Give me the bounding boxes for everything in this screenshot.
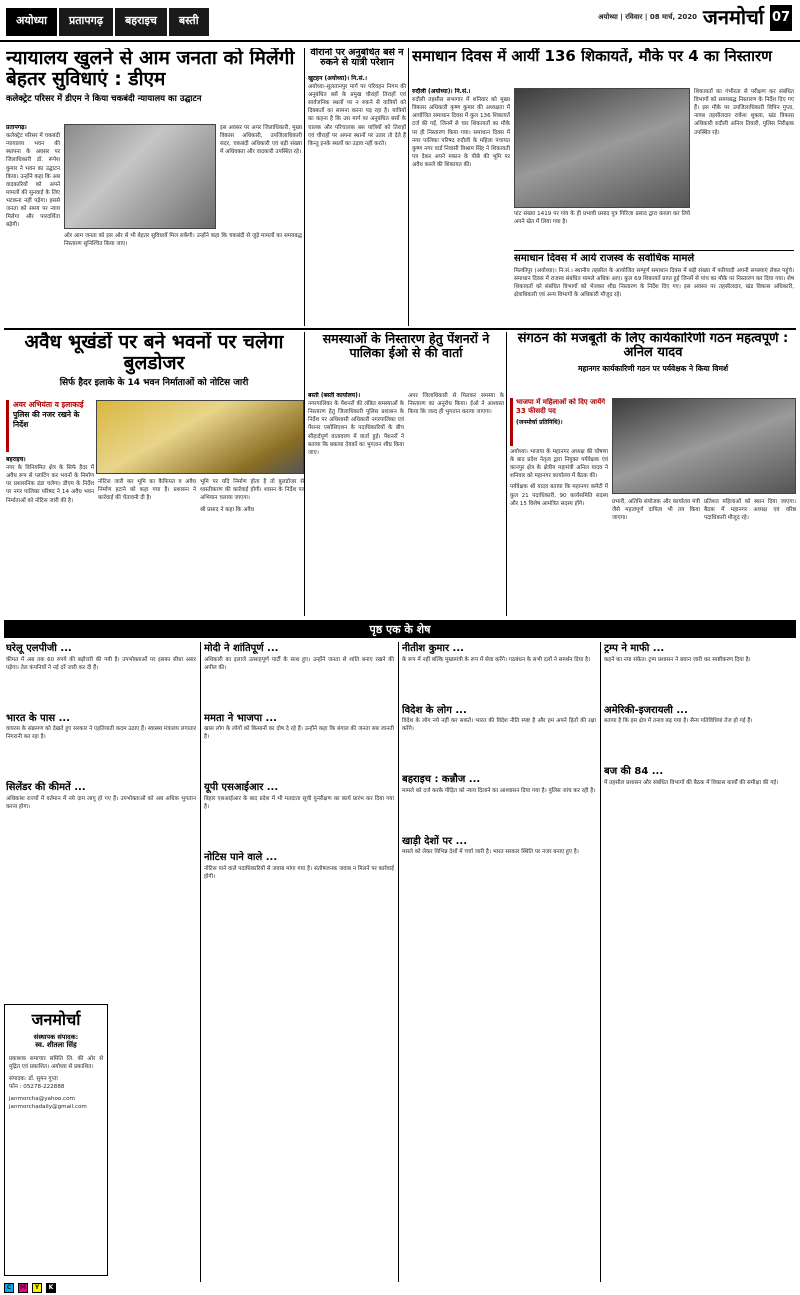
- cont-body-1: वायरस के संक्रमण को देखते हुए सरकार ने एहतियाती कदम उठाए हैं। स्वास्थ्य मंत्रालय लगातार निगरानी कर रहा है।: [6, 726, 196, 741]
- continued-col-4: [604, 642, 796, 1282]
- divider: [600, 642, 601, 1282]
- story7-col-3: [704, 498, 796, 614]
- cont-body-10: मसले को लेकर विभिन्न देशों में चर्चा जारी है। भारत सरकार स्थिति पर नजर बनाए हुए है।: [402, 849, 579, 856]
- cont-body-12: बताया है कि इस क्षेत्र में तनाव बढ़ गया है। सैन्य गतिविधियां तेज हो गई हैं।: [604, 718, 753, 725]
- story7-col-1: [510, 448, 608, 614]
- story3-photo: [514, 88, 690, 208]
- story1-subhead: कलेक्ट्रेट परिसर में डीएम ने किया चकबंदी न्यायालय का उद्घाटन: [6, 93, 202, 104]
- story6-col-2: [408, 392, 504, 614]
- cont-head-10: खाड़ी देशों पर ...: [402, 835, 468, 847]
- section-ayodhya[interactable]: अयोध्या: [6, 8, 59, 36]
- story6-dateline: बस्ती (बस्ती कार्यालय)।: [308, 392, 361, 399]
- divider: [506, 332, 507, 616]
- cmyk-c: C: [4, 1283, 14, 1293]
- story3-col-right: [694, 88, 794, 248]
- story5-kicker: [6, 400, 94, 452]
- story1-caption-text: ओर आम जनता को इस ओर से भी बेहतर सुविधायें मिल सकेंगी। उन्होंने कहा कि चकबंदी से जुड़े मामलों का समयबद्ध निस्तारण सुनिश्चित किया जाए।: [64, 233, 302, 248]
- imprint-box: [4, 1004, 108, 1276]
- story7-col-2: [612, 498, 700, 614]
- masthead-right: [598, 4, 792, 31]
- divider: [200, 642, 201, 1282]
- story5-body3: भूमि पर यदि निर्माण होता है तो बुलडोजर से ध्वस्तीकरण की कार्रवाई होगी। शासन के निर्देश पर अभियान चलाया जाएगा।: [200, 479, 304, 502]
- imprint-body: प्रकाशक समाचार समिति लि. की ओर से मुद्रित एवं प्रकाशित। अयोध्या से प्रकाशित।: [9, 1055, 103, 1070]
- story3-body: रुदौली तहसील सभागार में शनिवार को मुख्य विकास अधिकारी कृष्ण कुमार की अध्यक्षता में आयोजित समाधान दिवस में कुल 136 शिकायतें दर्ज की गईं, जिनमें से चार शिकायतों का मौके पर ही निस्तारण किया गया। समाधान दिवस में नगर पालिका परिषद रुदौली के महिला पंचायत कुष्ण नगर वार्ड निवासी विश्राम सिंह ने शिकायती पत्र देकर अपने मकान के पीछे की भूमि पर अवैध कब्जे की शिकायत की।: [412, 97, 510, 168]
- story1-body-left: कलेक्ट्रेट परिसर में चकबंदी न्यायालय भवन की स्थापना के अवसर पर जिलाधिकारी डॉ. रूपेश कुमार ने भवन का उद्घाटन किया। उन्होंने कहा कि अब वादकारियों को अपने मामलों की सुनवाई के लिए भटकना नहीं पड़ेगा। इससे जनता को समय पर न्याय मिलेगा और पारदर्शिता बढ़ेगी।: [6, 133, 60, 229]
- story7-photo: [612, 398, 796, 494]
- story2-dateline: खुटहन (अयोध्या)। नि.सं.।: [308, 74, 368, 82]
- story5-kicker-text: पुलिस की नजर रखने के निर्देश: [13, 410, 80, 430]
- story1-header: [6, 48, 302, 118]
- story5-kicker-red: अवर अभियंता व इलाकाई: [13, 400, 84, 409]
- section-nav: [6, 8, 211, 36]
- story5-subhead: सिर्फ हैदर इलाके के 14 भवन निर्माताओं को नोटिस जारी: [59, 377, 249, 388]
- imprint-email-1[interactable]: janmorcha@yahoo.com: [9, 1096, 75, 1103]
- cont-body-3: अधिकारी का इलाजे उत्साहपूर्ण पार्टी के साथ हुए। उन्होंने जनता से शांति बनाए रखने की अपील की।: [204, 656, 394, 671]
- cont-body-8: विदेश के लोग नये नहीं कर सकते। भारत की विदेश नीति स्पष्ट है और हम अपने हितों की रक्षा करेंगे।: [402, 718, 596, 733]
- masthead: [0, 0, 800, 42]
- story7-headline: संगठन की मजबूती के लिए कार्यकारिणी गठन महत्वपूर्ण : अनिल यादव: [517, 332, 789, 361]
- story5-col-2: [98, 478, 196, 614]
- continued-banner: पृष्ठ एक के शेष: [4, 620, 796, 638]
- cont-body-5: बिहार एसआईआर के बाद प्रदेश में भी मतदाता सूची पुनरीक्षण का कार्य प्रारंभ कर दिया गया है।: [204, 795, 394, 811]
- cont-body-9: मामले को दर्ज करके पीड़ित को न्याय दिलाने का आश्वासन दिया गया है। पुलिस जांच कर रही है।: [402, 787, 596, 794]
- story1-dateline: प्रतापगढ़।: [6, 124, 27, 131]
- story7-dateline: (जनमोर्चा प्रतिनिधि)।: [516, 418, 563, 426]
- story5-photo: [96, 400, 304, 474]
- divider: [304, 332, 305, 616]
- page-number: 07: [770, 5, 792, 31]
- cont-body-11: कहने का नया संकेत। ट्रम्प प्रशासन ने बयान जारी कर स्पष्टीकरण दिया है।: [604, 656, 751, 663]
- divider: [408, 48, 409, 326]
- cont-head-13: बज की 84 ...: [604, 766, 664, 778]
- story6-header: [308, 332, 504, 388]
- story6-col-1: [308, 392, 404, 614]
- story1-photo: [64, 124, 216, 229]
- divider: [304, 48, 305, 326]
- story6-body: नगरपालिका के पेंशनरों की लंबित समस्याओं के निस्तारण हेतु जिलाधिकारी पुलिस प्रशासन के निर्देश पर अधिशासी अधिकारी नगरपालिका एवं पेंशनर एसोसिएशन के पदाधिकारियों के बीच सौहार्दपूर्ण वातावरण में वार्ता हुई। पेंशनरों ने बताया कि बकाया देयकों का भुगतान शीघ्र किया जाए।: [308, 401, 404, 456]
- continued-col-3: [402, 642, 596, 1282]
- divider: [4, 328, 796, 330]
- story5-dateline: बहराइच।: [6, 456, 26, 463]
- imprint-email-2[interactable]: janmorchadaily@gmail.com: [9, 1104, 87, 1111]
- story2-headline: वीरानों पर अनुबंधित बसें न रुकने से यात्री परेशान: [310, 48, 404, 69]
- story3-caption-text: पांट संख्या 1419 पर गांव के ही प्रभावी प्रसाद पुत्र गिरिजा प्रसाद द्वारा कब्जा कर लिये अपने खेत में लिया गया है।: [514, 211, 690, 226]
- story5-col-1: [6, 456, 94, 614]
- continued-col-2: [204, 642, 394, 1282]
- story4: [514, 253, 794, 325]
- story7-subhead: महानगर कार्यकारिणी गठन पर पर्यवेक्षक ने किया विमर्श: [577, 363, 729, 373]
- imprint-founder: स्व. शीतला सिंह: [35, 1041, 77, 1050]
- cmyk-k: K: [46, 1283, 56, 1293]
- cont-head-6: नोटिस पाने वाले ...: [204, 852, 278, 864]
- imprint-logo: जनमोर्चा: [31, 1010, 81, 1029]
- story7-body: अयोध्या। भाजपा के महानगर अध्यक्ष की घोषणा के बाद प्रदेश नेतृत्व द्वारा नियुक्त पर्यवेक्षक एवं कानपुर क्षेत्र के क्षेत्रीय महामंत्री अनिल यादव ने शनिवार को महानगर कार्यालय में बैठक की।: [510, 449, 608, 480]
- cont-head-0: घरेलू एलपीजी ...: [6, 643, 72, 654]
- story5-sig: श्री प्रसाद ने कहा कि अवैध: [200, 507, 255, 514]
- story6-headline: समस्याओं के निस्तारण हेतु पेंशनरों ने पालिका ईओ से की वार्ता: [322, 332, 490, 360]
- story7-header: [510, 332, 796, 394]
- cmyk-strip: [0, 1281, 800, 1295]
- cont-body-4: खास लोग के लोगों को किसानों का दोष दे रहे हैं। उन्होंने कहा कि बंगाल की जनता सब जानती है।: [204, 726, 394, 741]
- story4-body: मिल्कीपुर (अयोध्या)। नि.सं.। स्थानीय तहसील के आयोजित सम्पूर्ण समाधान दिवस में बड़ी संख्या में फरियादी अपनी समस्याएं लेकर पहुंचे। समाधान दिवस में राजस्व संबंधित मामले अधिक आए। कुल 69 शिकायतें प्राप्त हुई जिनमें से पांच का मौके पर निस्तारण कर दिया गया। शेष शिकायतों को संबंधित विभागों को भेजकर शीघ्र निस्तारण के निर्देश दिए गए। इस अवसर पर तहसीलदार, खंड विकास अधिकारी, क्षेत्राधिकारी एवं अन्य विभागों के अधिकारी मौजूद रहे।: [514, 268, 794, 299]
- cont-head-3: मोदी ने शांतिपूर्ण ...: [204, 643, 279, 654]
- story5-header: [6, 332, 302, 396]
- story4-headline: समाधान दिवस में आये राजस्व के सर्वाधिक मामले: [514, 253, 695, 264]
- story5-col-3: [200, 478, 304, 614]
- story5-body2: नोटिस जारी कर भूमि का कैफियत व अवैध निर्माण हटाने को कहा गया है। प्रशासन ने कार्रवाई की चेतावनी दी है।: [98, 479, 196, 502]
- cont-head-4: ममता ने भाजपा ...: [204, 712, 277, 724]
- imprint-phone: फोन : 05278-222888: [9, 1084, 65, 1091]
- cont-body-13: में तहसील प्रशासन और संबंधित विभागों की बैठक में विकास कार्यों की समीक्षा की गई।: [604, 779, 779, 786]
- cont-head-1: भारत के पास ...: [6, 712, 70, 724]
- cont-head-7: नीतीश कुमार ...: [402, 643, 464, 654]
- imprint-editor: संपादक: डॉ. सुमन गुप्ता: [9, 1076, 58, 1083]
- story3-col-left: [412, 88, 510, 248]
- section-basti[interactable]: बस्ती: [169, 8, 211, 36]
- divider: [398, 642, 399, 1282]
- section-bahraich[interactable]: बहराइच: [115, 8, 169, 36]
- story3-body-right: शिकायतों का गंभीरता से परीक्षण कर संबंधित विभागों को समयबद्ध निस्तारण के निर्देश दिए गए हैं। इस मौके पर उपजिलाधिकारी विपिन गुप्ता, नायब तहसीलदार राकेश शुक्ला, खंड विकास अधिकारी रुदौली अनिल तिवारी, पुलिस निरीक्षक उपस्थित रहे।: [694, 89, 794, 136]
- imprint-label: संस्थापक संपादक:: [33, 1032, 79, 1041]
- cont-head-2: सिलेंडर की कीमतें ...: [6, 782, 86, 794]
- story6-body2: अपर जिलाधिकारी से मिलकर समस्या के निस्तारण का अनुरोध किया। ईओ ने आश्वस्त किया कि जल्द ही भुगतान कराया जाएगा।: [408, 393, 504, 416]
- cont-head-11: ट्रम्प ने माफी ...: [604, 643, 665, 654]
- story7-kicker-text: भाजपा में महिलाओं को दिए जायेंगे 33 फीसदी पद: [516, 398, 606, 416]
- continued-col-1: [6, 642, 196, 1000]
- cont-body-0: कीमत में अब तक 60 रुपये की बढ़ोत्तरी की गयी है। उपभोक्ताओं पर इसका सीधा असर पड़ेगा। तेल कंपनियों ने नई दरें जारी कर दी हैं।: [6, 656, 196, 671]
- story5-body: नगर के विनियमित क्षेत्र के सिर्फ हैदर में अवैध रूप से प्लाटिंग कर भवनों के निर्माण पर प्रशासनिक डंडा चलेगा। डीएम के निर्देश पर नगर पालिका परिषद ने 14 अवैध भवन निर्माताओं को नोटिस जारी की है।: [6, 465, 94, 504]
- cmyk-m: M: [18, 1283, 28, 1293]
- story3-dateline: रुदौली (अयोध्या)। नि.सं.।: [412, 88, 471, 95]
- story5-headline: अवैध भूखंडों पर बने भवनों पर चलेगा बुलडोजर: [24, 332, 284, 374]
- story7-body2: पर्यवेक्षक श्री यादव बताया कि महानगर कमेटी में कुल 21 पदाधिकारी, 90 कार्यसमिति सदस्य और 15 विशेष आमंत्रित सदस्य होंगे।: [510, 484, 608, 507]
- divider: [514, 250, 794, 251]
- story3-header: [412, 48, 794, 88]
- cont-body-6: नोटिस पाने वाले पदाधिकारियों से जवाब मांगा गया है। संतोषजनक जवाब न मिलने पर कार्रवाई होगी।: [204, 865, 394, 880]
- story1-body-right: इस अवसर पर अपर जिलाधिकारी, मुख्य विकास अधिकारी, उपजिलाधिकारी सदर, चकबंदी अधिकारी एवं बड़ी संख्या में अधिवक्ता और वादकारी उपस्थित रहे।: [220, 125, 302, 156]
- story7-body4: प्रतिशत महिलाओं को स्थान दिया जाएगा। बैठक में महानगर अध्यक्ष एवं वरिष्ठ पदाधिकारी मौजूद रहे।: [704, 499, 796, 522]
- paper-logo: जनमोर्चा: [703, 5, 764, 29]
- story2-body: अयोध्या–सुलतानपुर मार्ग पर परिवहन निगम की अनुबंधित बसें के प्रमुख चौराहों तिराहों एवं सार्वजनिक स्थलों पर न रुकने से यात्रियों को दिक्कतों का सामना करना पड़ रहा है। यात्रियों का कहना है कि उस मार्ग पर अनुबंधित बसों के चालक और परिचालक बस यात्रियों को तिराहों एवं चौराहों पर अपना स्थानों पर उतार तो देते हैं किन्तु इनके स्थलों का उड़ाव नहीं करते।: [308, 83, 406, 147]
- story1-col-right: [220, 124, 302, 229]
- cont-head-8: विदेश के लोग ...: [402, 704, 467, 716]
- cont-head-9: बहराइच : कन्नौज ...: [402, 774, 481, 786]
- cont-head-12: अमेरिकी-इजरायली ...: [604, 704, 688, 716]
- cont-body-2: अधिकांश राज्यों में वर्तमान में नये दाम लागू हो गए हैं। उपभोक्ताओं को अब अधिक भुगतान करना होगा।: [6, 795, 196, 811]
- cont-body-7: के रूप में नहीं बल्कि मुख्यमंत्री के रूप में सेवा करेंगे। गठबंधन के सभी दलों ने समर्थन दिया है।: [402, 656, 591, 663]
- story3-headline: समाधान दिवस में आयीं 136 शिकायतें, मौके पर 4 का निस्तारण: [412, 48, 772, 65]
- story1-col-left: [6, 124, 60, 324]
- story7-body3: प्रभारी, अतिथि संयोजक और कार्यालय मंत्री जैसे महत्वपूर्ण दायित्व भी तय किया जाएगा।: [612, 499, 700, 522]
- section-pratapgarh[interactable]: प्रतापगढ़: [59, 8, 115, 36]
- story7-kicker: [510, 398, 608, 446]
- story3-caption: [514, 210, 690, 248]
- cmyk-y: Y: [32, 1283, 42, 1293]
- story1-headline: न्यायालय खुलने से आम जनता को मिलेंगी बेहतर सुविधाएं : डीएम: [6, 48, 295, 90]
- story1-caption: [64, 232, 302, 324]
- story2: [308, 48, 406, 324]
- dateline: अयोध्या | रविवार | 08 मार्च, 2020: [598, 12, 698, 21]
- cont-head-5: यूपी एसआईआर ...: [204, 782, 279, 794]
